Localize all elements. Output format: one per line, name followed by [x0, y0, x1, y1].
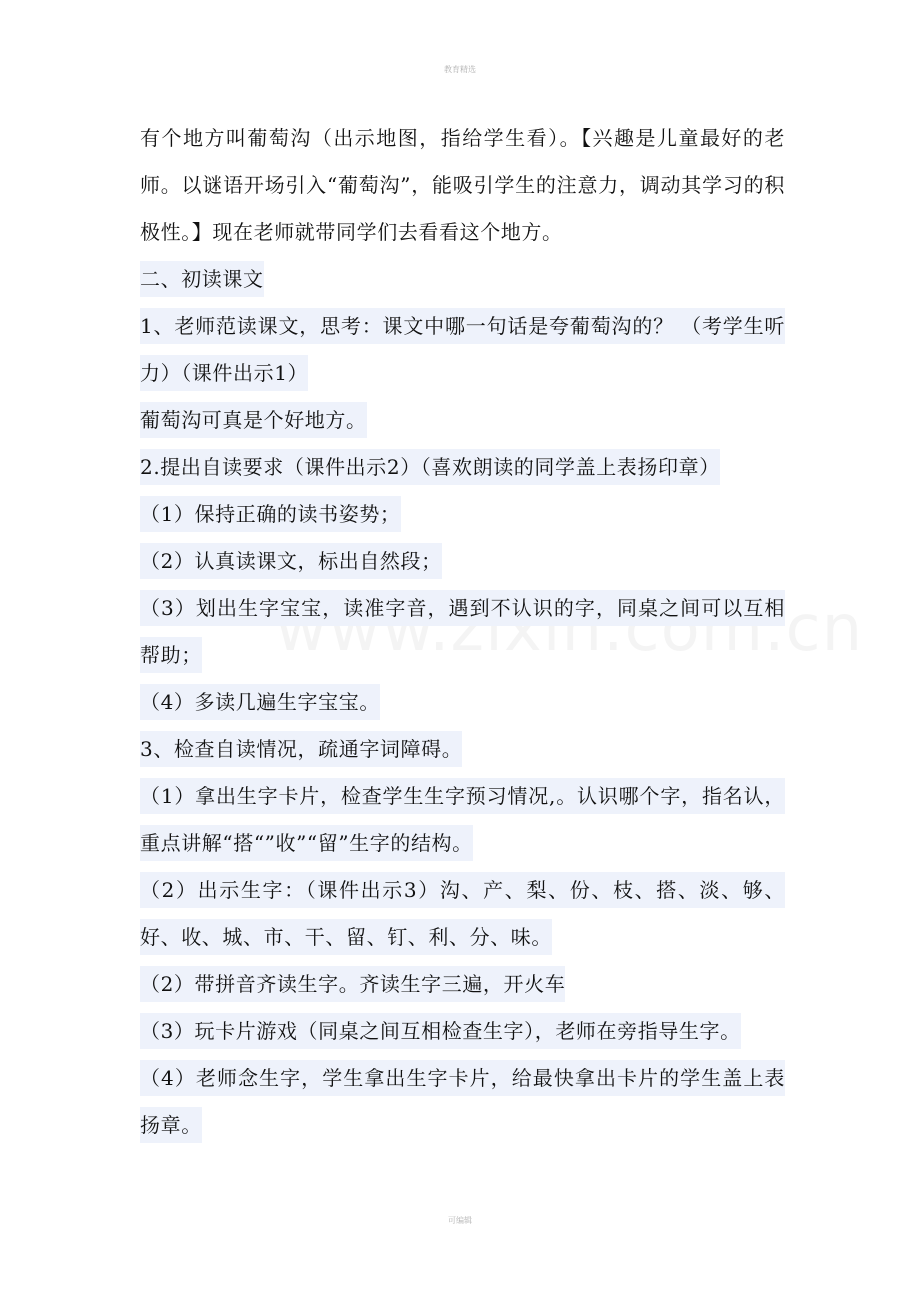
list-item	[140, 491, 785, 538]
paragraph-text: （3）划出生字宝宝，读准字音，遇到不认识的字，同桌之间可以互相帮助；	[140, 590, 785, 673]
paragraph-text: （4）老师念生字，学生拿出生字卡片，给最快拿出卡片的学生盖上表扬章。	[140, 1060, 785, 1143]
paragraph-text: （1）拿出生字卡片，检查学生生字预习情况,。认识哪个字，指名认，重点讲解“搭“”收”“留”生字的结构。	[140, 778, 785, 861]
paragraph	[140, 726, 785, 773]
paragraph	[140, 444, 785, 491]
section-heading	[140, 256, 785, 303]
paragraph	[140, 303, 785, 397]
paragraph-text: （2）认真读课文，标出自然段；	[140, 543, 442, 579]
paragraph-text: （2）出示生字：（课件出示3）沟、产、梨、份、枝、搭、淡、够、好、收、城、市、干、留、钉、利、分、味。	[140, 872, 785, 955]
paragraph-text: 二、初读课文	[140, 261, 264, 297]
paragraph-text: （3）玩卡片游戏（同桌之间互相检查生字），老师在旁指导生字。	[140, 1013, 741, 1049]
paragraph-text: （1）保持正确的读书姿势；	[140, 496, 401, 532]
list-item	[140, 1008, 785, 1055]
paragraph-text: 葡萄沟可真是个好地方。	[140, 402, 367, 438]
paragraph-text: 1、老师范读课文，思考：课文中哪一句话是夸葡萄沟的？ （考学生听力）（课件出示1）	[140, 308, 785, 391]
paragraph-text: 2.提出自读要求（课件出示2）（喜欢朗读的同学盖上表扬印章）	[140, 449, 720, 485]
list-item	[140, 585, 785, 679]
list-item	[140, 961, 785, 1008]
paragraph-text: （4）多读几遍生字宝宝。	[140, 684, 380, 720]
paragraph-text: 3、检查自读情况，疏通字词障碍。	[140, 731, 462, 767]
list-item	[140, 1055, 785, 1149]
paragraph	[140, 115, 785, 256]
list-item	[140, 679, 785, 726]
paragraph-text: 有个地方叫葡萄沟（出示地图，指给学生看）。【兴趣是儿童最好的老师。以谜语开场引入“葡萄沟”，能吸引学生的注意力，调动其学习的积极性。】现在老师就带同学们去看看这个地方。	[140, 126, 785, 244]
paragraph	[140, 397, 785, 444]
paragraph-text: （2）带拼音齐读生字。齐读生字三遍，开火车	[140, 966, 565, 1002]
footer-mark: 可编辑	[448, 1216, 472, 1225]
list-item	[140, 538, 785, 585]
list-item	[140, 773, 785, 867]
document-body	[140, 115, 785, 1149]
list-item	[140, 867, 785, 961]
header-mark: 教育精选	[444, 65, 476, 74]
